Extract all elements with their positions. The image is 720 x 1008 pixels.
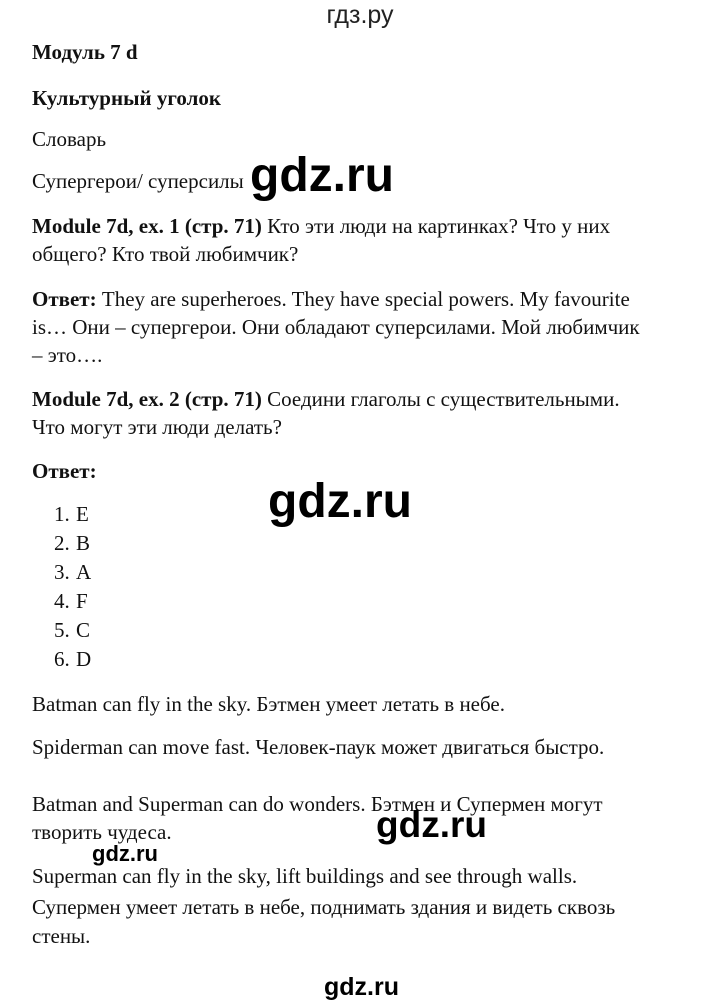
- list-item-letter: A: [76, 560, 92, 584]
- answer1-text-line1: They are superheroes. They have special powers. My favourite: [96, 287, 630, 311]
- list-item-letter: E: [76, 502, 89, 526]
- list-item-number: 2.: [54, 531, 70, 555]
- section-title: Культурный уголок: [32, 86, 221, 110]
- list-item-number: 1.: [54, 502, 70, 526]
- list-item: [54, 587, 91, 616]
- watermark-logo: gdz.ru: [268, 475, 412, 528]
- answer1-text-line3: – это….: [32, 343, 103, 367]
- sentence-superman-line1: Superman can fly in the sky, lift buildings and see through walls.: [32, 864, 578, 888]
- list-item-number: 5.: [54, 618, 70, 642]
- list-item-number: 3.: [54, 560, 70, 584]
- sentence-wonders-line2: творить чудеса.: [32, 820, 172, 844]
- task2-question-line1: Соедини глаголы с существительными.: [261, 387, 620, 411]
- sentence-spiderman: Spiderman can move fast. Человек-паук может двигаться быстро.: [32, 735, 605, 759]
- site-header-title: гдз.ру: [326, 1, 394, 29]
- answer1-label: Ответ:: [32, 287, 97, 311]
- list-item-letter: F: [76, 589, 88, 613]
- watermark-logo: gdz.ru: [250, 149, 394, 202]
- answer1-line1: [32, 285, 630, 314]
- list-item-number: 4.: [54, 589, 70, 613]
- watermark-logo: gdz.ru: [92, 841, 158, 866]
- vocabulary-item: Супергерои/ суперсилы: [32, 169, 244, 193]
- list-item: [54, 616, 91, 645]
- list-item-letter: D: [76, 647, 92, 671]
- watermark-logo: gdz.ru: [324, 973, 399, 1001]
- task1-reference: Module 7d, ex. 1 (стр. 71): [32, 214, 262, 238]
- sentence-superman-line2: Супермен умеет летать в небе, поднимать здания и видеть сквозь: [32, 895, 616, 919]
- list-item-number: 6.: [54, 647, 70, 671]
- task2-reference: Module 7d, ex. 2 (стр. 71): [32, 387, 262, 411]
- task1-question-line1: Кто эти люди на картинках? Что у них: [261, 214, 611, 238]
- list-item: [54, 645, 91, 674]
- task2-question-line2: Что могут эти люди делать?: [32, 415, 282, 439]
- vocabulary-label: Словарь: [32, 127, 107, 151]
- task1-question-line2: общего? Кто твой любимчик?: [32, 242, 299, 266]
- watermark-logo: gdz.ru: [376, 804, 487, 845]
- task1-line1: [32, 212, 610, 241]
- list-item: [54, 500, 91, 529]
- answer2-label: Ответ:: [32, 459, 97, 483]
- sentence-wonders-line1: Batman and Superman can do wonders. Бэтмен и Супермен могут: [32, 792, 603, 816]
- answer1-text-line2: is… Они – супергерои. Они обладают суперсилами. Мой любимчик: [32, 315, 640, 339]
- list-item: [54, 529, 91, 558]
- list-item-letter: B: [76, 531, 91, 555]
- module-title: Модуль 7 d: [32, 40, 138, 64]
- task2-line1: [32, 385, 620, 414]
- answer-list: [54, 500, 91, 674]
- sentence-superman-line3: стены.: [32, 924, 91, 948]
- list-item: [54, 558, 91, 587]
- sentence-batman: Batman can fly in the sky. Бэтмен умеет летать в небе.: [32, 692, 505, 716]
- list-item-letter: C: [76, 618, 91, 642]
